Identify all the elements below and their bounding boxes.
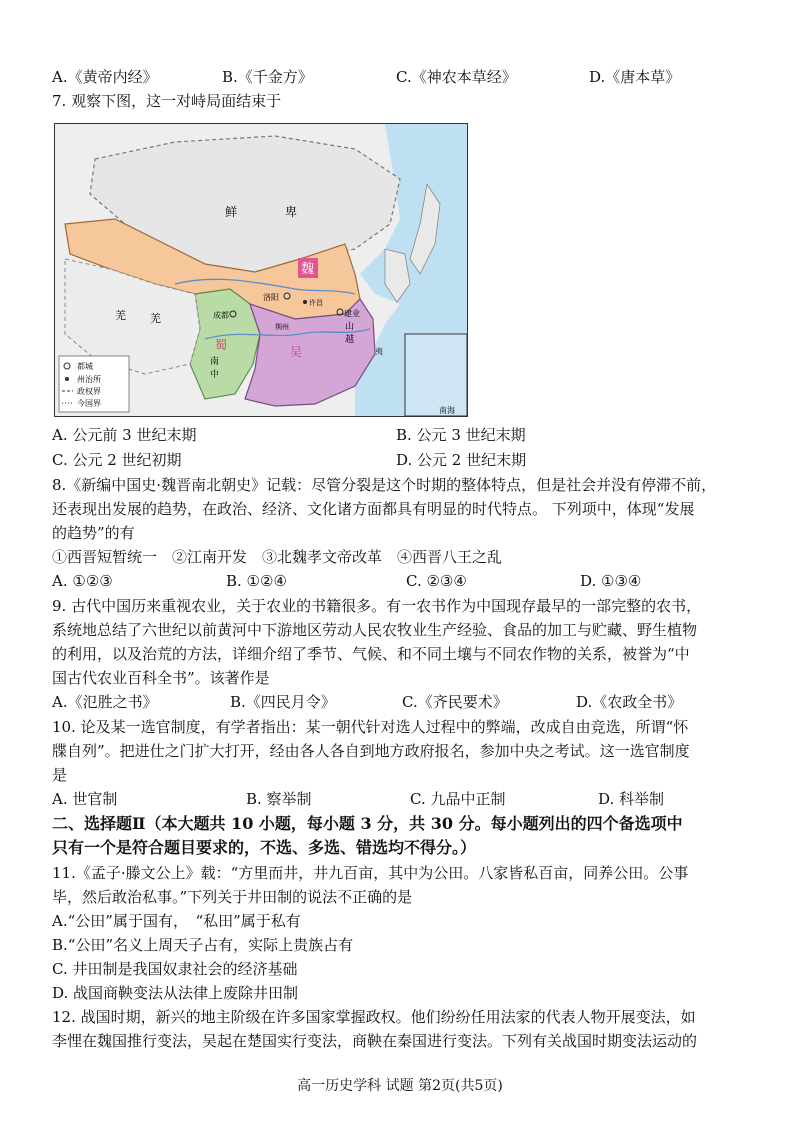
map-label-south-sea: 南海 <box>439 406 455 415</box>
q12-line-2: 李悝在魏国推行变法，吴起在楚国实行变法，商鞅在秦国进行变法。下列有关战国时期变法运动的 <box>52 1032 698 1050</box>
q7-option-b: B. 公元 3 世纪末期 <box>396 426 526 444</box>
q10-line-3: 是 <box>52 766 68 784</box>
q8-items: ①西晋短暂统一 ②江南开发 ③北魏孝文帝改革 ④西晋八王之乱 <box>52 548 503 566</box>
legend-regime-border-label: 政权界 <box>77 387 101 396</box>
map-figure <box>55 124 467 416</box>
map-label-xuchang: 许昌 <box>309 299 323 307</box>
q8-line-1: 8.《新编中国史·魏晋南北朝史》记载：尽管分裂是这个时期的整体特点，但是社会并没有停滞不前， <box>52 476 717 494</box>
q9-option-d: D.《农政全书》 <box>576 693 683 711</box>
q9-option-a: A.《氾胜之书》 <box>52 693 158 711</box>
q10-line-2: 牒自列”。把进仕之门扩大打开，经由各人各自到地方政府报名，参加中央之考试。这一选官制度 <box>52 742 690 760</box>
q10-option-d: D. 科举制 <box>598 790 665 808</box>
three-kingdoms-map <box>54 123 468 417</box>
map-label-jianye: 建业 <box>344 309 360 318</box>
q6-option-c: C.《神农本草经》 <box>396 68 517 86</box>
q6-option-a: A.《黄帝内经》 <box>52 68 158 86</box>
q9-line-4: 国古代农业百科全书”。该著作是 <box>52 669 270 687</box>
q11-option-d: D. 战国商鞅变法从法律上废除井田制 <box>52 984 299 1002</box>
q8-option-c: C. ②③④ <box>406 572 467 590</box>
section-2-heading-line-1: 二、选择题Ⅱ（本大题共 10 小题，每小题 3 分，共 30 分。每小题列出的四个备选项中 <box>52 814 683 833</box>
q10-option-b: B. 察举制 <box>246 790 312 808</box>
map-label-qiang-1: 羌 <box>115 309 126 322</box>
q10-option-c: C. 九品中正制 <box>410 790 506 808</box>
q9-line-3: 的利用，以及治荒的方法，详细介绍了季节、气候、和不同土壤与不同农作物的关系，被誉为“中 <box>52 645 690 663</box>
map-label-shu: 蜀 <box>215 338 228 352</box>
q6-option-d: D.《唐本草》 <box>589 68 681 86</box>
map-label-yi: 夷 <box>375 347 383 356</box>
xuchang-marker <box>303 300 307 304</box>
map-label-jingzhou: 荆州 <box>275 323 289 331</box>
legend-prefecture-symbol <box>65 377 69 381</box>
map-label-wu: 吴 <box>290 345 303 359</box>
map-label-wei: 魏 <box>301 262 315 277</box>
q7-option-a: A. 公元前 3 世纪末期 <box>52 426 197 444</box>
legend-capital-label: 都城 <box>77 362 93 371</box>
q8-option-d: D. ①③④ <box>580 572 642 590</box>
map-label-yue: 越 <box>345 335 355 345</box>
map-label-bei: 卑 <box>285 205 298 219</box>
q9-line-2: 系统地总结了六世纪以前黄河中下游地区劳动人民农牧业生产经验、食品的加工与贮藏、野生植物 <box>52 621 698 639</box>
map-label-xian: 鲜 <box>225 205 238 219</box>
map-label-qiang-2: 羌 <box>150 312 161 325</box>
q11-option-c: C. 井田制是我国奴隶社会的经济基础 <box>52 960 298 978</box>
map-label-luoyang: 洛阳 <box>263 293 279 302</box>
map-label-nan: 南 <box>210 357 220 367</box>
legend-prefecture-label: 州治所 <box>77 375 101 384</box>
q12-line-1: 12. 战国时期，新兴的地主阶级在许多国家掌握政权。他们纷纷任用法家的代表人物开展变法，如 <box>52 1008 696 1026</box>
q9-line-1: 9. 古代中国历来重视农业，关于农业的书籍很多。有一农书作为中国现存最早的一部完整的农书， <box>52 597 702 615</box>
q10-line-1: 10. 论及某一选官制度，有学者指出：某一朝代针对选人过程中的弊端，改成自由竞选，所谓“怀 <box>52 718 689 736</box>
q8-option-a: A. ①②③ <box>52 572 113 590</box>
q11-option-a: A.“公田”属于国有， “私田”属于私有 <box>52 912 301 930</box>
q9-option-c: C.《齐民要术》 <box>402 693 508 711</box>
q8-line-3: 的趋势”的有 <box>52 524 135 542</box>
q7-option-c: C. 公元 2 世纪初期 <box>52 451 182 469</box>
map-label-shan: 山 <box>345 322 355 332</box>
legend-national-border-label: 今国界 <box>77 399 101 408</box>
q7-option-d: D. 公元 2 世纪末期 <box>396 451 527 469</box>
q8-option-b: B. ①②④ <box>226 572 287 590</box>
map-label-zhong: 中 <box>210 370 220 380</box>
q11-line-1: 11.《孟子·滕文公上》载：“方里而井，井九百亩，其中为公田。八家皆私百亩，同养公田。公事 <box>52 864 689 882</box>
q8-line-2: 还表现出发展的趋势，在政治、经济、文化诸方面都具有明显的时代特点。 下列项中，体现“发展 <box>52 500 695 518</box>
map-label-chengdu: 成都 <box>213 311 229 320</box>
q11-line-2: 毕，然后敢治私事。”下列关于井田制的说法不正确的是 <box>52 888 413 906</box>
page-footer: 高一历史学科 试题 第2页(共5页) <box>297 1078 503 1094</box>
q11-option-b: B.“公田”名义上周天子占有，实际上贵族占有 <box>52 936 354 954</box>
south-sea-inset <box>405 334 467 416</box>
section-2-heading-line-2: 只有一个是符合题目要求的，不选、多选、错选均不得分。） <box>52 838 477 857</box>
q7-stem: 7. 观察下图，这一对峙局面结束于 <box>52 92 282 110</box>
q6-option-b: B.《千金方》 <box>222 68 313 86</box>
q9-option-b: B.《四民月令》 <box>230 693 336 711</box>
q10-option-a: A. 世官制 <box>52 790 118 808</box>
